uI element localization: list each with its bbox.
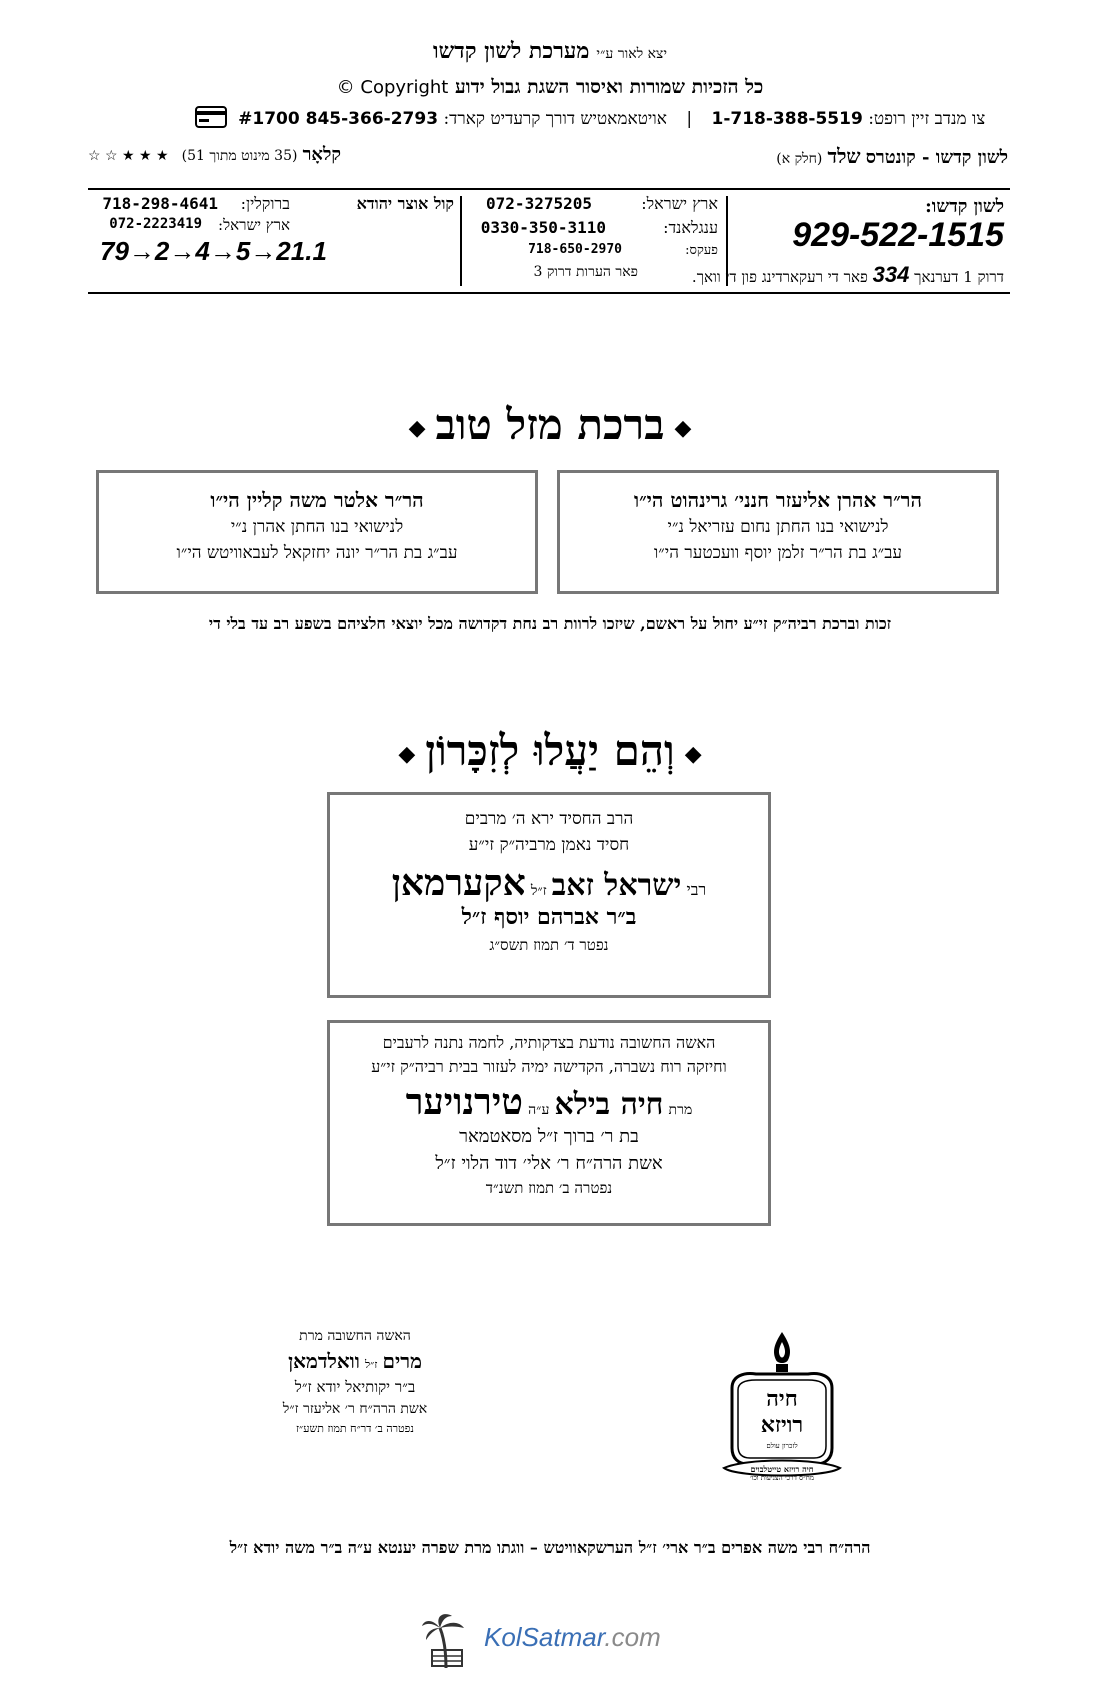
- box-line: אשת הרה״ח ר׳ אליעזר ז״ל: [282, 1401, 428, 1417]
- palm-tree-icon: [420, 1610, 472, 1672]
- il2-label: ארץ ישראל:: [218, 216, 290, 234]
- bk-label: ברוקלין:: [240, 194, 290, 213]
- diamond-icon: ◆: [684, 741, 702, 767]
- diamond-icon: ◆: [408, 415, 426, 441]
- box-line: האשה החשובה מרת: [299, 1328, 411, 1344]
- memorial-candle-logo: [716, 1328, 848, 1488]
- brand-name: KolSatmar: [484, 1622, 605, 1652]
- box-line: לנישואי בנו החתן נחום עזריאל נ״י: [667, 517, 889, 537]
- honorific: ע״ה: [528, 1102, 550, 1118]
- publisher-prefix: יצא לאור ע״י: [596, 46, 668, 62]
- box-line: האשה החשובה נודעת בצדקותיה, לחמה נתנה לרעבים: [382, 1033, 716, 1052]
- star-rating: ★ ★ ★ ☆ ☆: [88, 148, 169, 164]
- memorial-text-3: [260, 1328, 450, 1435]
- credit-card-icon: [195, 106, 227, 133]
- il2-phone[interactable]: 072-2223419: [109, 216, 202, 232]
- mazal-tov-box-right: [557, 470, 999, 594]
- box-name-line: [330, 1081, 768, 1123]
- print-number: 334: [872, 262, 910, 287]
- logo-bottom-text: רויזא: [760, 1412, 804, 1438]
- deceased-name: מרים: [382, 1349, 422, 1373]
- title-prefix: רבי: [686, 880, 707, 899]
- booklet-title-b: שלד: [827, 144, 861, 168]
- print-text: דרוק 1 דערנאך: [914, 268, 1004, 286]
- logo-small-2: חיה רויזא טייטלבוים: [750, 1464, 814, 1474]
- publisher-name: מערכת לשון קדשו: [432, 38, 590, 64]
- dial-sequence: 79→2→4→5→21.1: [100, 236, 327, 266]
- logo-top-text: חיה: [766, 1386, 798, 1412]
- deceased-surname: וואלדמאן: [288, 1349, 360, 1373]
- lk-phone[interactable]: 929-522-1515: [792, 216, 1004, 254]
- print-notes: פאר הערות דרוק 3: [533, 264, 638, 280]
- mazal-tov-box-left: [96, 470, 538, 594]
- donation-line: [160, 106, 1020, 133]
- uk-phone[interactable]: 0330-350-3110: [480, 218, 606, 237]
- box-line: בת ר׳ ברוך ז״ל מסאטמאר: [459, 1126, 639, 1147]
- box-line: נפטרה ב׳ תמוז תשנ״ד: [485, 1179, 613, 1197]
- box-line: נפטרה ב׳ דר״ח תמוז תשע״ז: [295, 1422, 414, 1435]
- deceased-surname: טירנויער: [405, 1081, 524, 1123]
- mazal-tov-title-text: ברכת מזל טוב: [435, 400, 665, 449]
- deceased-name: ישראל זאב: [551, 868, 682, 903]
- memorial-box-2: [327, 1020, 771, 1226]
- logo-small-3: מח״ס דרכי הצניעות וכו׳: [749, 1474, 815, 1482]
- box-line: חסיד נאמן מרביה״ק זי״ע: [468, 834, 630, 855]
- copyright-line: [0, 76, 1100, 99]
- fax-phone[interactable]: 718-650-2970: [528, 242, 622, 257]
- deceased-surname: אקערמאן: [391, 862, 526, 904]
- clarity-label: קלאָר: [302, 144, 342, 165]
- box-line: וחיזקה רוח נשברה, הקדישה ימיה לעזור בבית רביה״ק זי״ע: [371, 1057, 727, 1076]
- rights-text: כל הזכיות שמורות ואיסור השגת גבול ידוע: [454, 76, 764, 98]
- memorial-box-1: [327, 792, 771, 998]
- brand-text: [484, 1622, 661, 1653]
- booklet-title: [776, 144, 1008, 169]
- il-label: ארץ ישראל:: [641, 194, 718, 213]
- diamond-icon: ◆: [674, 415, 692, 441]
- il-phone[interactable]: 072-3275205: [486, 194, 592, 213]
- publisher-line: [0, 38, 1100, 64]
- box-line: ב״ר אברהם יוסף ז״ל: [461, 904, 637, 930]
- fax-label: פעקס:: [685, 243, 718, 258]
- bk-phone[interactable]: 718-298-4641: [102, 194, 218, 213]
- box-line: נפטר ד׳ תמוז תשס״ג: [489, 936, 609, 954]
- memorial-title-text: וְהֵם יַעֲלוּ לְזִכָּרוֹן: [425, 726, 675, 775]
- deceased-name: חיה בילא: [554, 1087, 664, 1122]
- booklet-title-a: לשון קדשו - קונטרס: [865, 147, 1008, 168]
- diamond-icon: ◆: [398, 741, 416, 767]
- memorial-title: [0, 726, 1100, 776]
- blessing-text: זכות וברכת רביה״ק זי״ע יחול על ראשם, שיזכו לרוות רב נחת דקדושה מכל יוצאי חלציהם בשפע רב עד בלי די: [208, 614, 892, 633]
- clarity-rating: [88, 144, 341, 169]
- koh-label: קול אוצר יהודא: [356, 194, 454, 213]
- uk-label: ענגלאנד:: [663, 218, 718, 237]
- donate-label: צו מנדב זיין רופט:: [868, 109, 986, 129]
- booklet-part: (חלק א): [776, 151, 823, 167]
- brand-domain: .com: [604, 1622, 661, 1652]
- box-name-line: [260, 1349, 450, 1374]
- lk-label: לשון קדשו:: [925, 196, 1004, 217]
- box-line: אשת הרה״ח ר׳ אלי׳ דוד הלוי ז״ל: [435, 1153, 663, 1174]
- auto-label: אויטאמאטיש דורך קרעדיט קארד:: [443, 109, 667, 129]
- mazal-tov-title: [0, 400, 1100, 450]
- divider: |: [686, 109, 693, 129]
- contact-info-box: [88, 188, 1010, 294]
- box-line: הר״ר אהרן אליעזר חנני׳ גרינהוט הי״ו: [633, 488, 923, 512]
- logo-small-1: לזכרון עולם: [766, 1442, 798, 1450]
- minutes-text: (35 מינוט מתוך 51): [181, 148, 298, 164]
- box-line: הרב החסיד ירא ה׳ מרבים: [464, 809, 634, 829]
- box-name-line: [330, 862, 768, 904]
- print-instruction: [692, 262, 1004, 288]
- title-prefix: מרת: [668, 1102, 693, 1118]
- honorific: ז״ל: [365, 1358, 378, 1371]
- box-line: עב״ג בת הר״ר יונה יחזקאל לעבאוויטש הי״ו: [176, 542, 458, 563]
- box-line: ב״ר יקותיאל יודא ז״ל: [294, 1378, 416, 1396]
- memorial-footer-line: הרה״ח רבי משה אפרים ב״ר ארי׳ ז״ל הערשקאוויטש – ווגתו מרת שפרה יענטא ע״ה ב״ר משה יודא ז״ל: [229, 1538, 871, 1557]
- title-line: [88, 144, 1008, 169]
- copyright-text: Copyright ©: [336, 77, 449, 98]
- box-line: עב״ג בת הר״ר זלמן יוסף וועכטער הי״ו: [653, 542, 903, 563]
- column-divider: [460, 196, 462, 286]
- box-line: לנישואי בנו החתן אהרן נ״י: [230, 517, 404, 537]
- kolsatmar-logo[interactable]: [420, 1610, 700, 1670]
- print-tail: פאר די רעקארדינג פון די וואך.: [691, 268, 868, 286]
- credit-phone[interactable]: 845-366-2793 #1700: [238, 109, 439, 129]
- honorific: ז״ל: [530, 883, 547, 899]
- box-line: הר״ר אלטר משה קליין הי״ו: [210, 488, 424, 512]
- donate-phone[interactable]: 1-718-388-5519: [711, 109, 863, 129]
